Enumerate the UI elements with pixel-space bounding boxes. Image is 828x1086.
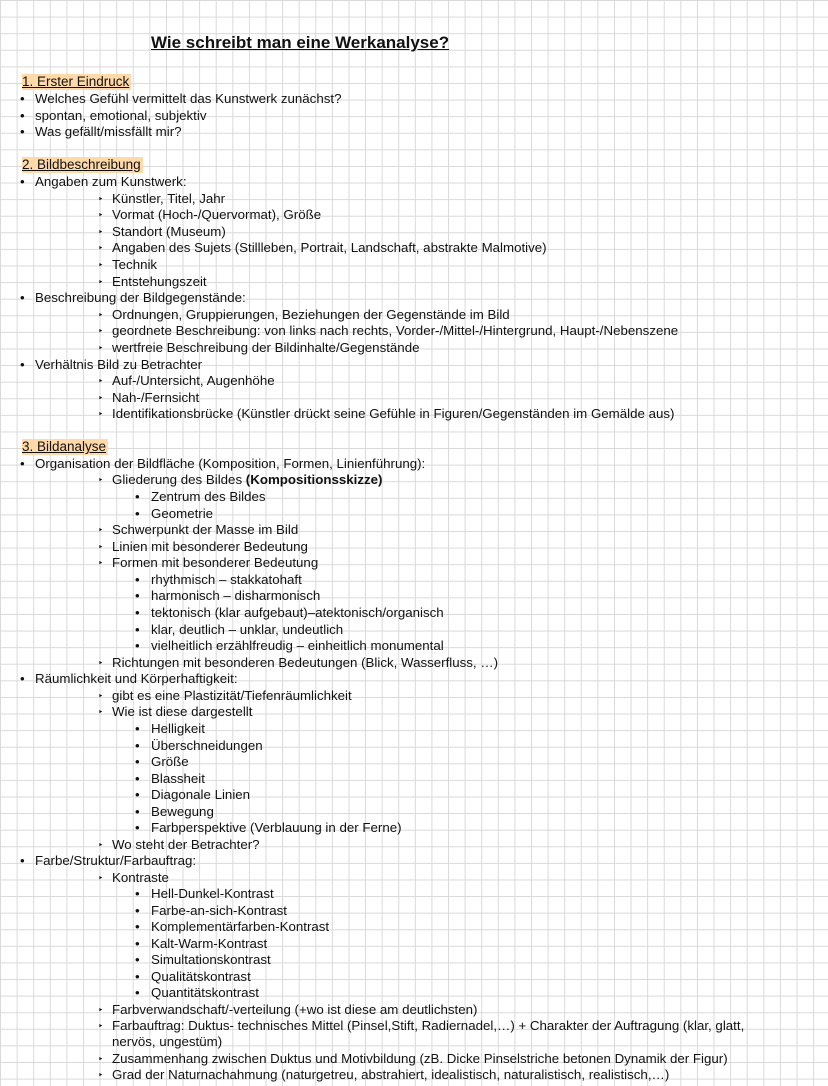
bullet-icon: • bbox=[20, 174, 25, 189]
list-item: ‣ Wie ist diese dargestellt bbox=[98, 704, 253, 719]
bullet-icon: • bbox=[20, 124, 25, 139]
list-item: • Komplementärfarben-Kontrast bbox=[135, 919, 330, 934]
bullet-icon: • bbox=[135, 506, 140, 521]
bullet-icon: • bbox=[135, 985, 140, 1000]
list-item: • Diagonale Linien bbox=[135, 787, 251, 802]
list-item: • vielheitlich erzählfreudig – einheitlich monumental bbox=[135, 638, 444, 653]
list-item: ‣ Auf-/Untersicht, Augenhöhe bbox=[98, 373, 275, 388]
bullet-icon: • bbox=[135, 638, 140, 653]
list-item: • Zentrum des Bildes bbox=[135, 489, 266, 504]
bullet-icon: • bbox=[135, 820, 140, 835]
triangle-bullet-icon: ‣ bbox=[98, 393, 104, 403]
bullet-icon: • bbox=[135, 771, 140, 786]
triangle-bullet-icon: ‣ bbox=[98, 409, 104, 419]
list-item: • Verhältnis Bild zu Betrachter bbox=[20, 357, 203, 372]
triangle-bullet-icon: ‣ bbox=[98, 1054, 104, 1064]
list-item: ‣ gibt es eine Plastizität/Tiefenräumlichkeit bbox=[98, 688, 352, 703]
bullet-icon: • bbox=[135, 489, 140, 504]
list-item: • Qualitätskontrast bbox=[135, 969, 251, 984]
triangle-bullet-icon: ‣ bbox=[98, 707, 104, 717]
bullet-icon: • bbox=[135, 919, 140, 934]
list-item: • klar, deutlich – unklar, undeutlich bbox=[135, 622, 344, 637]
bullet-icon: • bbox=[135, 804, 140, 819]
bullet-icon: • bbox=[135, 721, 140, 736]
bullet-icon: • bbox=[20, 108, 25, 123]
triangle-bullet-icon: ‣ bbox=[98, 475, 104, 485]
bullet-icon: • bbox=[135, 605, 140, 620]
list-item: ‣ Richtungen mit besonderen Bedeutungen (Blick, Wasserfluss, …) bbox=[98, 655, 499, 670]
list-item: ‣ Künstler, Titel, Jahr bbox=[98, 191, 226, 206]
list-item: ‣ Gliederung des Bildes (Kompositionsskizze) bbox=[98, 472, 383, 487]
list-item: ‣ Angaben des Sujets (Stillleben, Portrait, Landschaft, abstrakte Malmotive) bbox=[98, 240, 547, 255]
list-item: ‣ Nah-/Fernsicht bbox=[98, 390, 200, 405]
list-item: • Blassheit bbox=[135, 771, 205, 786]
triangle-bullet-icon: ‣ bbox=[98, 1021, 104, 1031]
list-item: • Bewegung bbox=[135, 804, 214, 819]
list-item: ‣ Standort (Museum) bbox=[98, 224, 226, 239]
triangle-bullet-icon: ‣ bbox=[98, 376, 104, 386]
list-item: • Farbe-an-sich-Kontrast bbox=[135, 903, 287, 918]
list-item: ‣ geordnete Beschreibung: von links nach rechts, Vorder-/Mittel-/Hintergrund, Haupt-/Nebenszene bbox=[98, 323, 679, 338]
triangle-bullet-icon: ‣ bbox=[98, 691, 104, 701]
bullet-icon: • bbox=[20, 357, 25, 372]
bullet-icon: • bbox=[135, 903, 140, 918]
bullet-icon: • bbox=[135, 754, 140, 769]
list-item: • Simultationskontrast bbox=[135, 952, 271, 967]
list-item: • rhythmisch – stakkatohaft bbox=[135, 572, 302, 587]
list-item: ‣ Identifikationsbrücke (Künstler drückt seine Gefühle in Figuren/Gegenständen im Gemälde aus) bbox=[98, 406, 675, 421]
list-item: • Beschreibung der Bildgegenstände: bbox=[20, 290, 246, 305]
triangle-bullet-icon: ‣ bbox=[98, 243, 104, 253]
list-item: • Größe bbox=[135, 754, 189, 769]
bullet-icon: • bbox=[135, 886, 140, 901]
list-item: • Farbe/Struktur/Farbauftrag: bbox=[20, 853, 197, 868]
section-heading-erster-eindruck: 1. Erster Eindruck bbox=[22, 74, 130, 89]
list-item: • harmonisch – disharmonisch bbox=[135, 588, 321, 603]
list-item: ‣ wertfreie Beschreibung der Bildinhalte/Gegenstände bbox=[98, 340, 420, 355]
list-item: ‣ Entstehungszeit bbox=[98, 274, 207, 289]
triangle-bullet-icon: ‣ bbox=[98, 277, 104, 287]
triangle-bullet-icon: ‣ bbox=[98, 840, 104, 850]
bullet-icon: • bbox=[135, 969, 140, 984]
list-item: • Kalt-Warm-Kontrast bbox=[135, 936, 268, 951]
list-item: ‣ Wo steht der Betrachter? bbox=[98, 837, 260, 852]
bullet-icon: • bbox=[135, 588, 140, 603]
list-item: ‣ Kontraste bbox=[98, 870, 169, 885]
list-item: • Organisation der Bildfläche (Komposition, Formen, Linienführung): bbox=[20, 456, 426, 471]
list-item: ‣ Technik bbox=[98, 257, 158, 272]
triangle-bullet-icon: ‣ bbox=[98, 260, 104, 270]
bullet-icon: • bbox=[135, 738, 140, 753]
triangle-bullet-icon: ‣ bbox=[98, 658, 104, 668]
list-item: ‣ Farbverwandschaft/-verteilung (+wo ist diese am deutlichsten) bbox=[98, 1002, 478, 1017]
triangle-bullet-icon: ‣ bbox=[98, 1070, 104, 1080]
list-item: ‣ Farbauftrag: Duktus- technisches Mittel (Pinsel,Stift, Radiernadel,…) + Charakter der Auftragung (klar, glatt, bbox=[98, 1018, 745, 1033]
list-item: • spontan, emotional, subjektiv bbox=[20, 108, 207, 123]
triangle-bullet-icon: ‣ bbox=[98, 227, 104, 237]
list-item: • Hell-Dunkel-Kontrast bbox=[135, 886, 274, 901]
bullet-icon: • bbox=[20, 853, 25, 868]
list-item: • Farbperspektive (Verblauung in der Ferne) bbox=[135, 820, 402, 835]
list-item: ‣ Ordnungen, Gruppierungen, Beziehungen der Gegenstände im Bild bbox=[98, 307, 510, 322]
triangle-bullet-icon: ‣ bbox=[98, 326, 104, 336]
triangle-bullet-icon: ‣ bbox=[98, 343, 104, 353]
bullet-icon: • bbox=[20, 290, 25, 305]
bullet-icon: • bbox=[135, 787, 140, 802]
list-item: • Angaben zum Kunstwerk: bbox=[20, 174, 187, 189]
bullet-icon: • bbox=[20, 91, 25, 106]
list-item: ‣ Zusammenhang zwischen Duktus und Motivbildung (zB. Dicke Pinselstriche betonen Dynamik der Figur) bbox=[98, 1051, 728, 1066]
list-item: ‣ Grad der Naturnachahmung (naturgetreu, abstrahiert, idealistisch, naturalistisch, realistisch,…) bbox=[98, 1067, 670, 1082]
triangle-bullet-icon: ‣ bbox=[98, 310, 104, 320]
bullet-icon: • bbox=[135, 952, 140, 967]
list-item: • Was gefällt/missfällt mir? bbox=[20, 124, 182, 139]
triangle-bullet-icon: ‣ bbox=[98, 558, 104, 568]
list-item: • Geometrie bbox=[135, 506, 214, 521]
bullet-icon: • bbox=[20, 456, 25, 471]
list-item-continuation: nervös, ungestüm) bbox=[112, 1034, 223, 1049]
section-heading-bildanalyse: 3. Bildanalyse bbox=[22, 439, 107, 454]
bullet-icon: • bbox=[135, 622, 140, 637]
bullet-icon: • bbox=[135, 936, 140, 951]
triangle-bullet-icon: ‣ bbox=[98, 873, 104, 883]
section-heading-bildbeschreibung: 2. Bildbeschreibung bbox=[22, 157, 141, 172]
triangle-bullet-icon: ‣ bbox=[98, 194, 104, 204]
triangle-bullet-icon: ‣ bbox=[98, 210, 104, 220]
list-item: • Räumlichkeit und Körperhaftigkeit: bbox=[20, 671, 238, 686]
bullet-icon: • bbox=[20, 671, 25, 686]
list-item: • Quantitätskontrast bbox=[135, 985, 259, 1000]
bullet-icon: • bbox=[135, 572, 140, 587]
list-item: • Helligkeit bbox=[135, 721, 205, 736]
list-item: • Überschneidungen bbox=[135, 738, 263, 753]
list-item: ‣ Vormat (Hoch-/Quervormat), Größe bbox=[98, 207, 322, 222]
triangle-bullet-icon: ‣ bbox=[98, 525, 104, 535]
page-title: Wie schreibt man eine Werkanalyse? bbox=[151, 33, 450, 52]
list-item: ‣ Schwerpunkt der Masse im Bild bbox=[98, 522, 299, 537]
list-item: • Welches Gefühl vermittelt das Kunstwerk zunächst? bbox=[20, 91, 342, 106]
list-item: ‣ Formen mit besonderer Bedeutung bbox=[98, 555, 319, 570]
triangle-bullet-icon: ‣ bbox=[98, 542, 104, 552]
triangle-bullet-icon: ‣ bbox=[98, 1005, 104, 1015]
list-item: • tektonisch (klar aufgebaut)–atektonisch/organisch bbox=[135, 605, 444, 620]
list-item: ‣ Linien mit besonderer Bedeutung bbox=[98, 539, 308, 554]
